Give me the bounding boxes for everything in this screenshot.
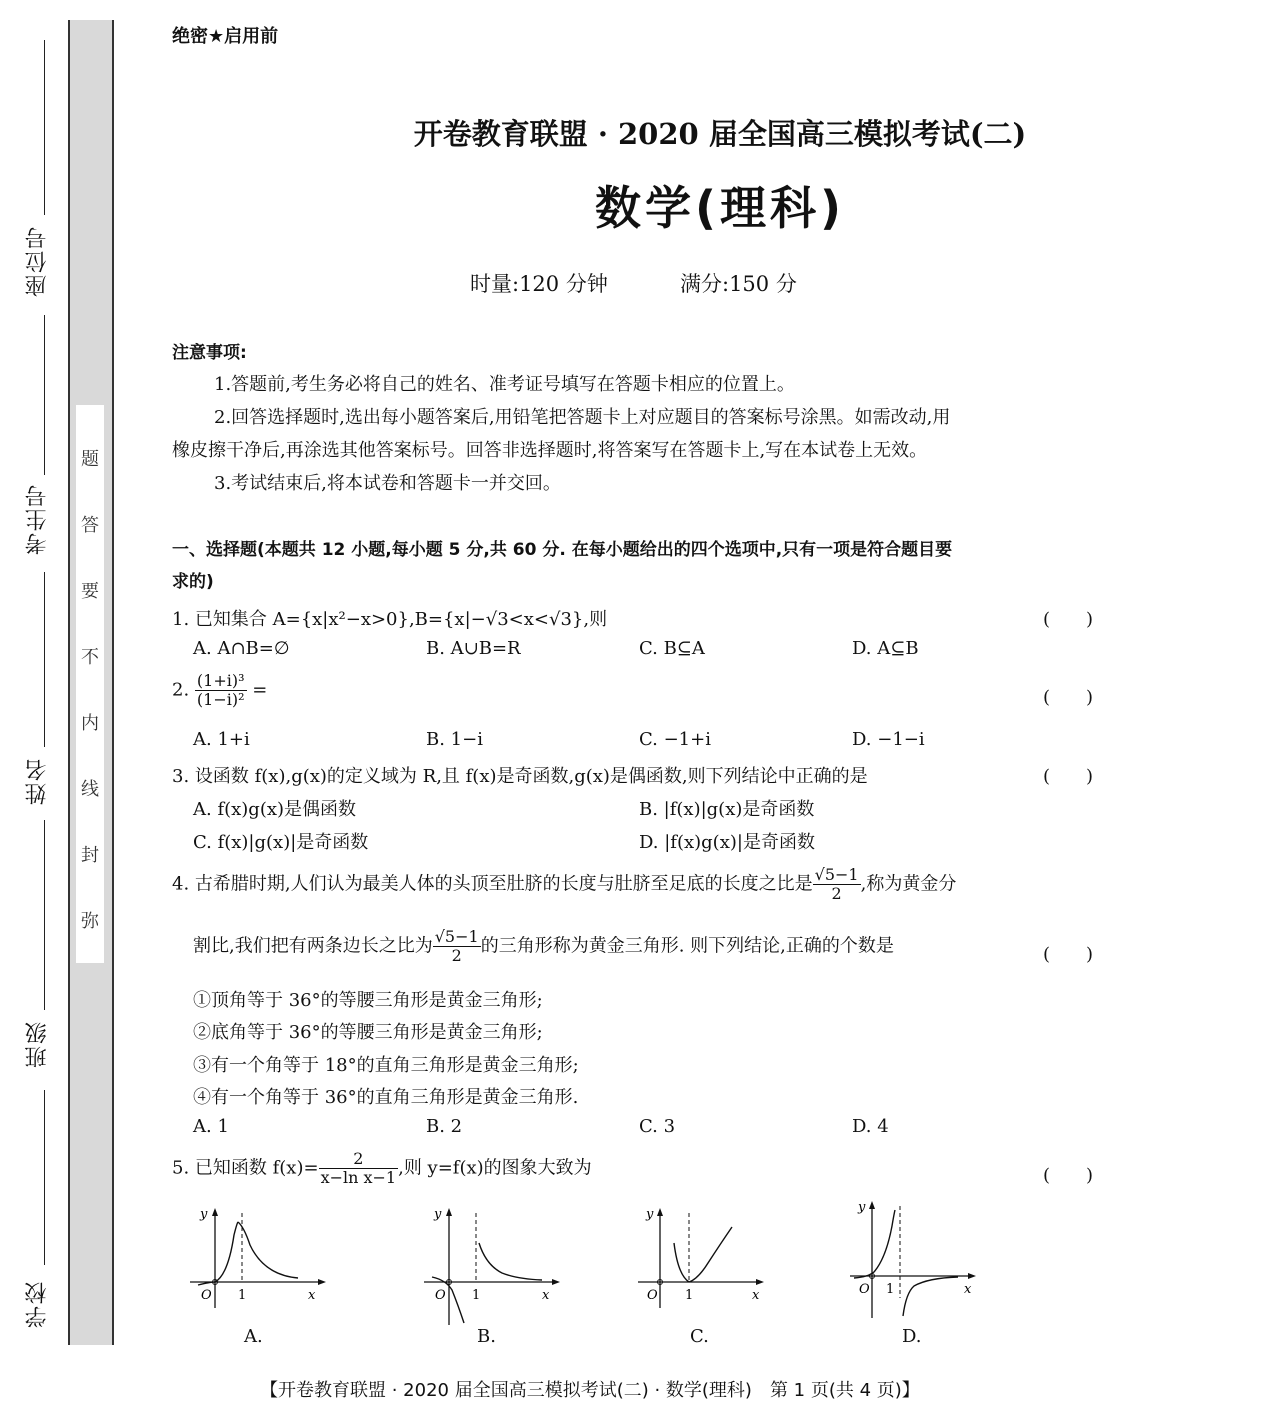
curve <box>674 1243 689 1282</box>
curve <box>198 1222 238 1285</box>
q2-stem <box>172 672 267 709</box>
q4-stem-text: 4. 古希腊时期,人们认为最美人体的头顶至肚脐的长度与肚脐至足底的长度之比是 <box>172 873 813 895</box>
binding-line <box>44 315 45 475</box>
q2-frac-num: (1+i)³ <box>196 671 245 690</box>
q5-graph-c <box>636 1205 776 1310</box>
seat-label: 座位号 <box>25 225 50 297</box>
class-label: 班级 <box>25 1020 50 1068</box>
q4-option-d: D. 4 <box>852 1116 889 1137</box>
y-arrow <box>212 1208 218 1216</box>
q4-frac-num: √5−1 <box>814 865 859 884</box>
q4-frac-den: 2 <box>831 884 842 903</box>
q2-fraction <box>195 672 247 709</box>
origin-label: O <box>201 1288 212 1303</box>
y-arrow <box>446 1208 452 1216</box>
q4-stem-line1 <box>172 866 956 903</box>
binding-line <box>44 572 45 747</box>
q4-option-b: B. 2 <box>426 1116 463 1137</box>
q1-option-d: D. A⊆B <box>852 638 919 659</box>
q5-answer-paren: ( ) <box>1043 1165 1094 1186</box>
x-arrow <box>756 1279 764 1285</box>
q5-graph-c-label: C. <box>690 1326 709 1347</box>
x-label: x <box>752 1288 760 1303</box>
q4-fraction <box>813 866 861 903</box>
origin-label: O <box>435 1288 446 1303</box>
seal-char: 封 <box>81 845 99 866</box>
binding-line <box>44 40 45 215</box>
school-label: 学校 <box>25 1280 50 1328</box>
q3-option-d: D. |f(x)g(x)|是奇函数 <box>639 832 815 853</box>
subject-title: 数学(理科) <box>594 181 846 235</box>
q5-graph-a <box>188 1205 328 1310</box>
seal-char: 内 <box>81 713 99 734</box>
q5-frac-num: 2 <box>319 1150 399 1169</box>
curve <box>238 1222 298 1278</box>
q5-frac-den: x−ln x−1 <box>320 1168 397 1187</box>
q5-graph-d-label: D. <box>902 1326 922 1347</box>
q3-option-a: A. f(x)g(x)是偶函数 <box>193 799 357 820</box>
q2-option-c: C. −1+i <box>639 729 711 750</box>
curve <box>689 1227 732 1282</box>
x-arrow <box>552 1279 560 1285</box>
exam-no-label: 考生号 <box>25 483 50 555</box>
seal-char: 题 <box>81 449 99 470</box>
q1-option-b: B. A∪B=R <box>426 638 521 659</box>
section-heading-cont: 求的) <box>172 572 214 592</box>
seal-char: 不 <box>81 647 99 668</box>
q3-answer-paren: ( ) <box>1043 766 1094 787</box>
origin-label: O <box>647 1288 658 1303</box>
x-label: x <box>964 1282 972 1297</box>
x-label: x <box>542 1288 550 1303</box>
seal-char: 答 <box>81 515 99 536</box>
q2-option-a: A. 1+i <box>193 729 250 750</box>
q3-stem: 3. 设函数 f(x),g(x)的定义域为 R,且 f(x)是奇函数,g(x)是偶函数,则下列结论中正确的是 <box>172 766 868 787</box>
exam-title: 开卷教育联盟 · 2020 届全国高三模拟考试(二) <box>413 117 1027 151</box>
one-label: 1 <box>472 1288 481 1303</box>
q2-frac-den: (1−i)² <box>196 690 245 709</box>
q5-stem-text: 5. 已知函数 f(x)= <box>172 1157 319 1179</box>
q4-answer-paren: ( ) <box>1043 944 1094 965</box>
page-footer: 【开卷教育联盟 · 2020 届全国高三模拟考试(二) · 数学(理科) 第 1 页(共 4 页)】 <box>260 1380 920 1401</box>
notice-item-1: 1.答题前,考生务必将自己的姓名、准考证号填写在答题卡相应的位置上。 <box>214 374 795 395</box>
y-label: y <box>858 1200 866 1215</box>
y-label: y <box>434 1207 442 1222</box>
q4-statement-4: ④有一个角等于 36°的直角三角形是黄金三角形. <box>193 1087 579 1108</box>
y-arrow <box>869 1201 875 1209</box>
q4-stem-text: ,称为黄金分 <box>860 873 957 895</box>
q1-option-c: C. B⊆A <box>639 638 705 659</box>
curve <box>854 1210 895 1278</box>
seal-char: 要 <box>81 581 99 602</box>
q5-graph-b <box>422 1205 562 1330</box>
notice-title: 注意事项: <box>172 343 247 363</box>
q1-answer-paren: ( ) <box>1043 609 1094 630</box>
name-label: 姓名 <box>25 757 50 805</box>
curve <box>479 1243 542 1280</box>
origin-label: O <box>859 1282 870 1297</box>
section-heading: 一、选择题(本题共 12 小题,每小题 5 分,共 60 分. 在每小题给出的四个选项中,只有一项是符合题目要 <box>172 540 953 560</box>
q4-frac-num: √5−1 <box>434 927 479 946</box>
q4-statement-2: ②底角等于 36°的等腰三角形是黄金三角形; <box>193 1022 543 1043</box>
q3-option-c: C. f(x)|g(x)|是奇函数 <box>193 832 369 853</box>
seal-char: 线 <box>81 779 99 800</box>
secret-label: 绝密★启用前 <box>172 26 279 47</box>
x-label: x <box>308 1288 316 1303</box>
curve <box>903 1277 958 1316</box>
q5-graph-b-label: B. <box>477 1326 496 1347</box>
q1-stem: 1. 已知集合 A={x|x²−x>0},B={x|−√3<x<√3},则 <box>172 609 608 630</box>
q5-fraction <box>319 1150 399 1187</box>
x-arrow <box>318 1279 326 1285</box>
time-label: 时量:120 分钟 <box>470 272 608 296</box>
one-label: 1 <box>238 1288 247 1303</box>
q4-stem-line2 <box>193 928 894 965</box>
x-arrow <box>968 1273 976 1279</box>
q5-stem-text: ,则 y=f(x)的图象大致为 <box>398 1157 592 1179</box>
one-label: 1 <box>685 1288 694 1303</box>
binding-line <box>44 820 45 1010</box>
q5-stem <box>172 1150 592 1187</box>
notice-item-2-cont: 橡皮擦干净后,再涂选其他答案标号。回答非选择题时,将答案写在答题卡上,写在本试卷上无效。 <box>172 440 928 461</box>
seal-char: 弥 <box>81 911 99 932</box>
q2-equals: = <box>252 679 268 701</box>
q3-option-b: B. |f(x)|g(x)是奇函数 <box>639 799 815 820</box>
q4-option-a: A. 1 <box>193 1116 229 1137</box>
q4-stem-text: 的三角形称为黄金三角形. 则下列结论,正确的个数是 <box>480 935 894 957</box>
q2-option-b: B. 1−i <box>426 729 483 750</box>
one-label: 1 <box>886 1282 895 1297</box>
q4-statement-3: ③有一个角等于 18°的直角三角形是黄金三角形; <box>193 1055 579 1076</box>
seal-box <box>76 405 104 963</box>
y-arrow <box>657 1208 663 1216</box>
q1-option-a: A. A∩B=∅ <box>193 638 290 659</box>
q5-graph-a-label: A. <box>244 1326 263 1347</box>
y-label: y <box>646 1207 654 1222</box>
q4-stem-text: 割比,我们把有两条边长之比为 <box>193 935 433 957</box>
score-label: 满分:150 分 <box>680 272 797 296</box>
q4-statement-1: ①顶角等于 36°的等腰三角形是黄金三角形; <box>193 990 543 1011</box>
q4-fraction <box>433 928 481 965</box>
y-label: y <box>200 1207 208 1222</box>
q2-answer-paren: ( ) <box>1043 687 1094 708</box>
q5-graph-d <box>848 1198 988 1328</box>
q2-option-d: D. −1−i <box>852 729 925 750</box>
q2-number: 2. <box>172 679 190 701</box>
notice-item-3: 3.考试结束后,将本试卷和答题卡一并交回。 <box>214 473 561 494</box>
binding-line <box>44 1090 45 1265</box>
q4-frac-den: 2 <box>451 946 462 965</box>
q4-option-c: C. 3 <box>639 1116 676 1137</box>
notice-item-2: 2.回答选择题时,选出每小题答案后,用铅笔把答题卡上对应题目的答案标号涂黑。如需改动,用 <box>214 407 951 428</box>
